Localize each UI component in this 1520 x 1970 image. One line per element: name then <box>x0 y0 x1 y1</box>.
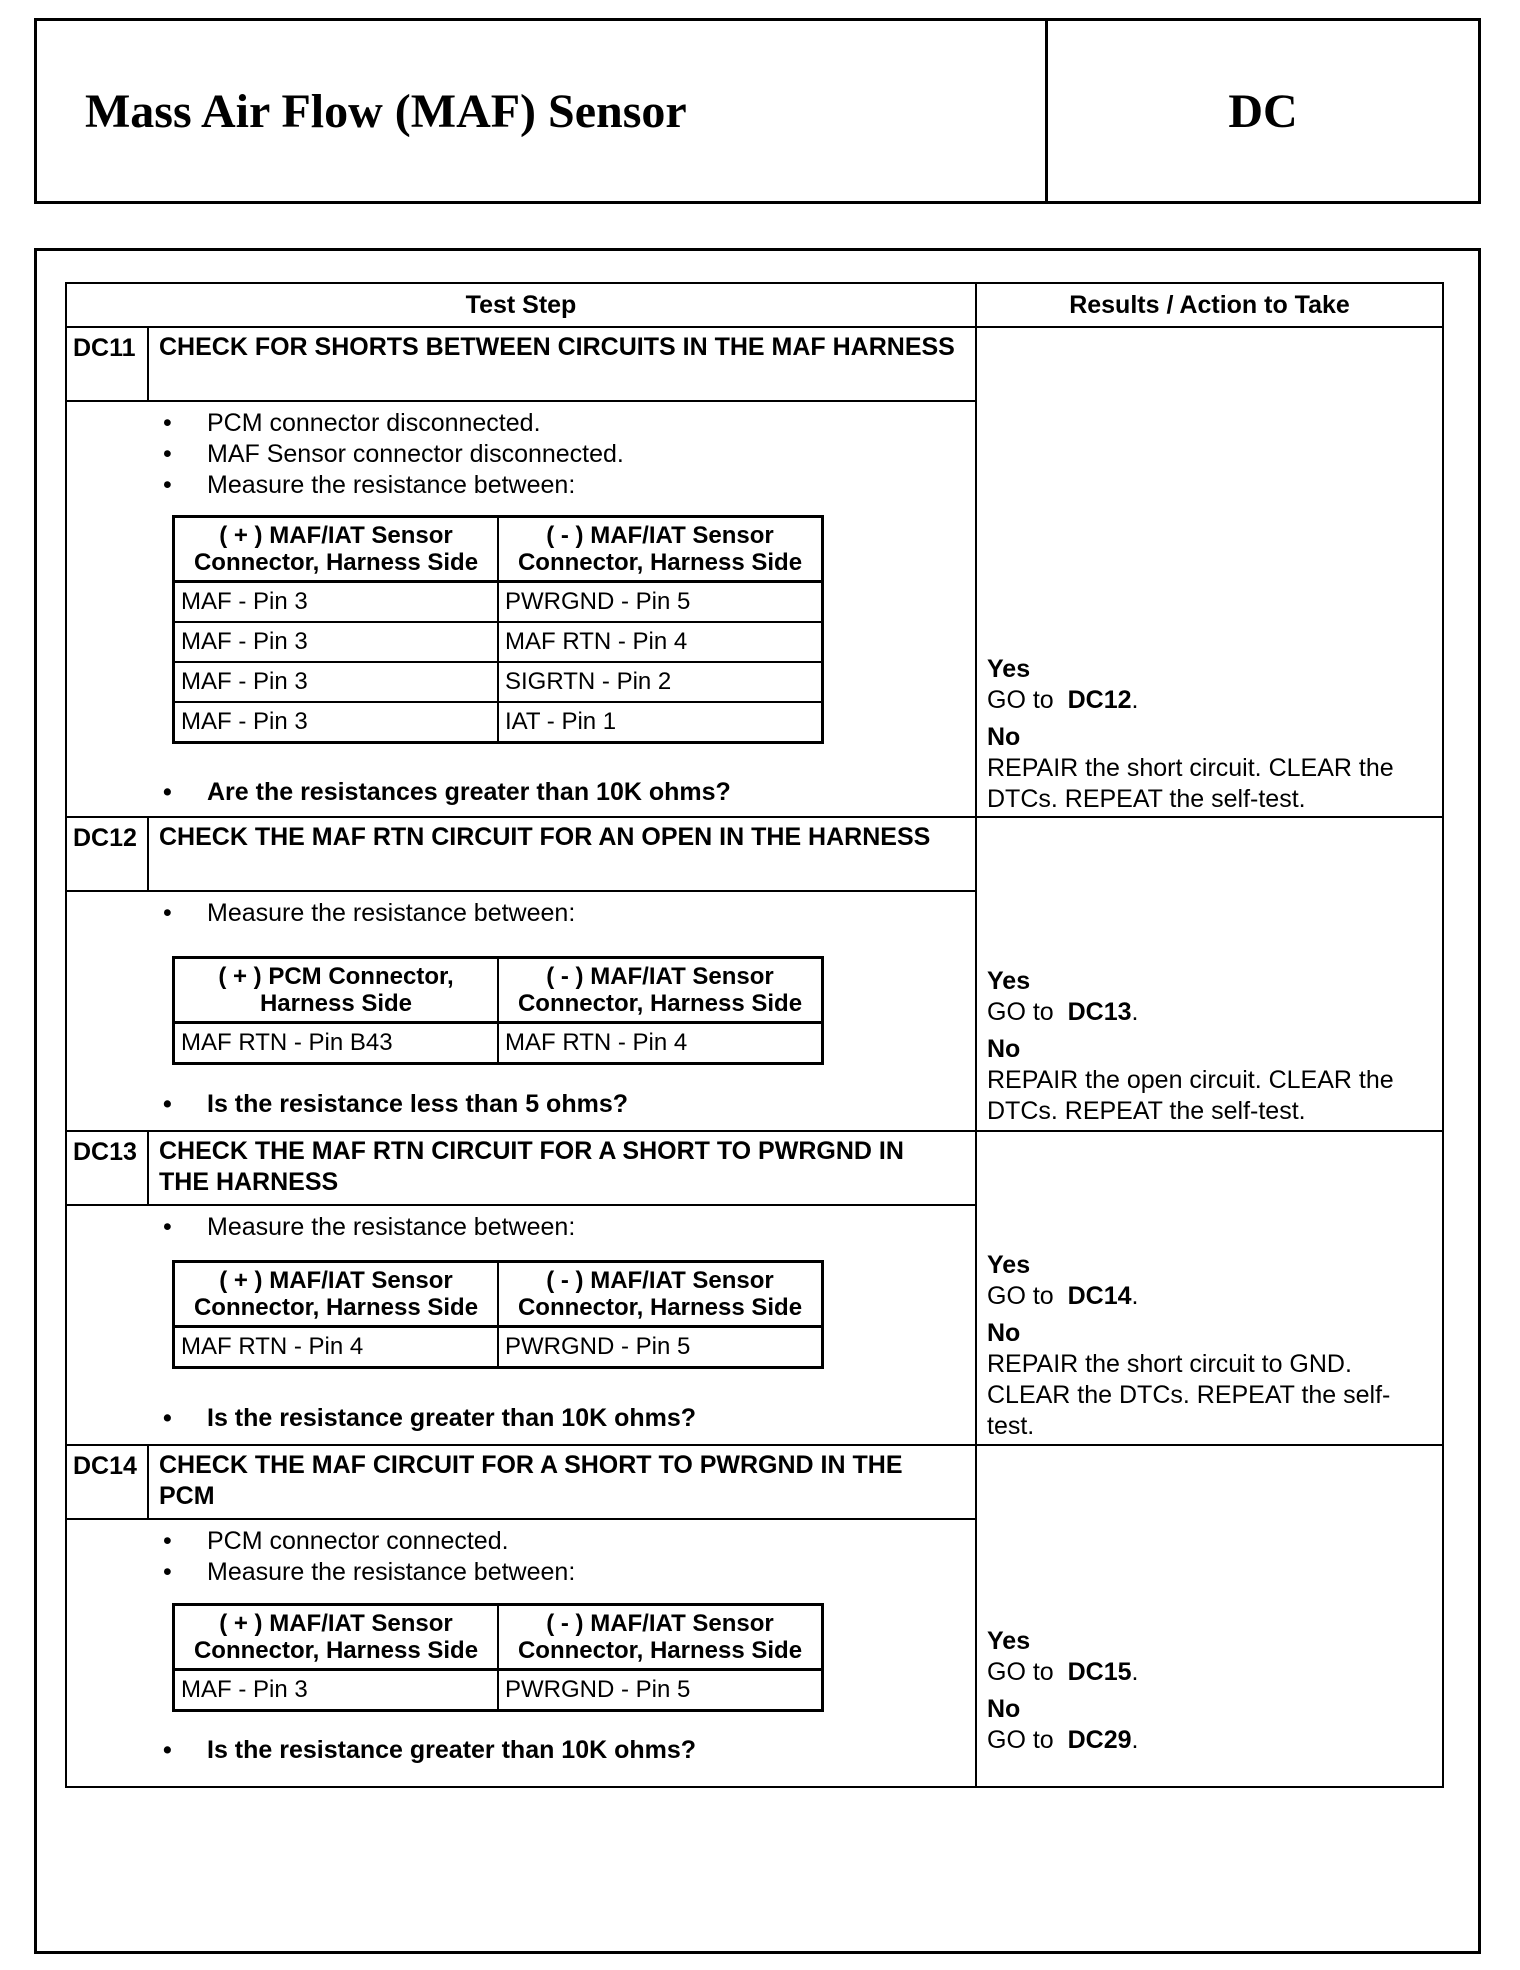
yes-action: GO to DC12. <box>987 686 1139 714</box>
step-bullets <box>159 1526 575 1588</box>
step-bullets <box>159 898 575 929</box>
test-step-table <box>65 282 1444 1788</box>
yes-label: Yes <box>987 1251 1031 1279</box>
section-code: DC <box>1228 84 1298 138</box>
page-header <box>34 18 1481 204</box>
no-label: No <box>987 1035 1021 1063</box>
step-title: CHECK THE MAF RTN CIRCUIT FOR A SHORT TO PWRGND IN THE HARNESS <box>159 1137 904 1196</box>
bullet-item: • Measure the resistance between: <box>163 1558 576 1586</box>
no-label: No <box>987 1319 1021 1347</box>
pin-minus: PWRGND - Pin 5 <box>498 1327 823 1368</box>
step-title: CHECK THE MAF CIRCUIT FOR A SHORT TO PWRGND IN THE PCM <box>159 1451 903 1510</box>
no-action: REPAIR the short circuit. CLEAR the DTCs. REPEAT the self-test. <box>987 754 1394 813</box>
pin-minus: MAF RTN - Pin 4 <box>498 622 823 662</box>
step-question: • Is the resistance greater than 10K ohms? <box>163 1736 697 1764</box>
bullet-item: • PCM connector connected. <box>163 1527 509 1555</box>
pin-plus: MAF - Pin 3 <box>174 702 499 743</box>
table-row <box>174 702 823 743</box>
header-minus: ( - ) MAF/IAT Sensor Connector, Harness Side <box>498 958 823 1023</box>
step-id: DC12 <box>67 818 149 892</box>
pin-plus: MAF - Pin 3 <box>174 582 499 623</box>
header-plus: ( + ) MAF/IAT Sensor Connector, Harness Side <box>174 517 499 582</box>
no-action: REPAIR the short circuit to GND. CLEAR the DTCs. REPEAT the self-test. <box>987 1350 1391 1440</box>
pin-minus: IAT - Pin 1 <box>498 702 823 743</box>
pin-minus: MAF RTN - Pin 4 <box>498 1023 823 1064</box>
step-question: • Is the resistance greater than 10K ohms? <box>163 1404 697 1432</box>
no-action: GO to DC29. <box>987 1726 1139 1754</box>
pin-minus: PWRGND - Pin 5 <box>498 1670 823 1711</box>
header-minus: ( - ) MAF/IAT Sensor Connector, Harness Side <box>498 1605 823 1670</box>
yes-label: Yes <box>987 655 1031 683</box>
step-result <box>987 1620 1427 1756</box>
header-plus: ( + ) MAF/IAT Sensor Connector, Harness Side <box>174 1262 499 1327</box>
step-title: CHECK FOR SHORTS BETWEEN CIRCUITS IN THE MAF HARNESS <box>159 333 955 361</box>
step-bullets <box>159 408 624 501</box>
yes-label: Yes <box>987 967 1031 995</box>
table-row <box>174 1670 823 1711</box>
bullet-item: • Measure the resistance between: <box>163 471 576 499</box>
connector-table <box>172 956 824 1065</box>
step-result <box>987 648 1427 815</box>
col-test-step: Test Step <box>465 290 577 319</box>
pin-plus: MAF - Pin 3 <box>174 1670 499 1711</box>
pin-plus: MAF - Pin 3 <box>174 662 499 702</box>
no-label: No <box>987 1695 1021 1723</box>
bullet-item: • Measure the resistance between: <box>163 1213 576 1241</box>
bullet-item: • PCM connector disconnected. <box>163 409 541 437</box>
step-result <box>987 960 1427 1127</box>
step-title-rule <box>67 1518 977 1520</box>
bullet-item: • MAF Sensor connector disconnected. <box>163 440 624 468</box>
step-dc13 <box>67 1132 1442 1444</box>
connector-table <box>172 515 824 744</box>
step-dc14 <box>67 1446 1442 1786</box>
yes-action: GO to DC13. <box>987 998 1139 1026</box>
step-result <box>987 1244 1427 1442</box>
header-minus: ( - ) MAF/IAT Sensor Connector, Harness Side <box>498 517 823 582</box>
no-label: No <box>987 723 1021 751</box>
step-title: CHECK THE MAF RTN CIRCUIT FOR AN OPEN IN THE HARNESS <box>159 823 931 851</box>
table-row <box>174 662 823 702</box>
step-dc12 <box>67 818 1442 1130</box>
step-id: DC11 <box>67 328 149 402</box>
table-row <box>174 622 823 662</box>
table-row <box>174 1327 823 1368</box>
col-results: Results / Action to Take <box>1069 290 1350 319</box>
yes-label: Yes <box>987 1627 1031 1655</box>
table-row <box>174 582 823 623</box>
step-question: • Are the resistances greater than 10K ohms? <box>163 778 731 806</box>
step-title-rule <box>67 890 977 892</box>
pin-plus: MAF - Pin 3 <box>174 622 499 662</box>
step-id: DC13 <box>67 1132 149 1206</box>
table-row <box>174 1023 823 1064</box>
connector-table <box>172 1260 824 1369</box>
header-minus: ( - ) MAF/IAT Sensor Connector, Harness Side <box>498 1262 823 1327</box>
bullet-item: • Measure the resistance between: <box>163 899 576 927</box>
pin-plus: MAF RTN - Pin 4 <box>174 1327 499 1368</box>
step-title-rule <box>67 400 977 402</box>
no-action: REPAIR the open circuit. CLEAR the DTCs. REPEAT the self-test. <box>987 1066 1394 1125</box>
pin-plus: MAF RTN - Pin B43 <box>174 1023 499 1064</box>
header-plus: ( + ) PCM Connector, Harness Side <box>174 958 499 1023</box>
pin-minus: PWRGND - Pin 5 <box>498 582 823 623</box>
step-dc11 <box>67 328 1442 816</box>
step-question: • Is the resistance less than 5 ohms? <box>163 1090 628 1118</box>
step-id: DC14 <box>67 1446 149 1520</box>
step-bullets <box>159 1212 575 1243</box>
step-title-rule <box>67 1204 977 1206</box>
page-title: Mass Air Flow (MAF) Sensor <box>85 84 687 138</box>
yes-action: GO to DC14. <box>987 1282 1139 1310</box>
header-plus: ( + ) MAF/IAT Sensor Connector, Harness Side <box>174 1605 499 1670</box>
table-header <box>67 284 1442 328</box>
pin-minus: SIGRTN - Pin 2 <box>498 662 823 702</box>
yes-action: GO to DC15. <box>987 1658 1139 1686</box>
connector-table <box>172 1603 824 1712</box>
